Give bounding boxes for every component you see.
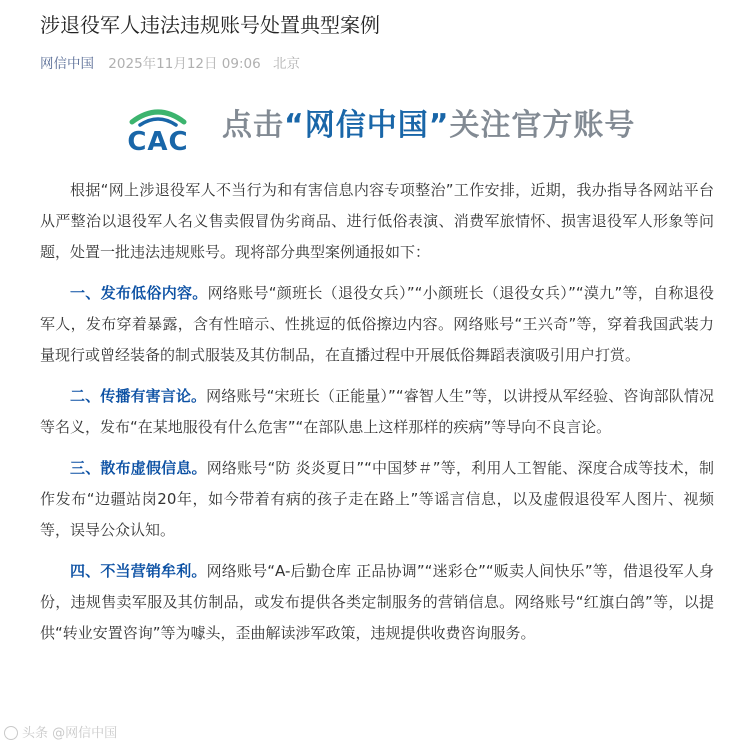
paragraph-text: 网络账号“防 炎炎夏日”“中国梦＃”等，利用人工智能、深度合成等技术，制作发布“边疆站岗20年，如今带着有病的孩子走在路上”等谣言信息，以及虚假退役军人图片、视频等，误导公众认知。 (40, 459, 714, 539)
cac-logo (110, 100, 206, 158)
case-paragraph-1 (40, 278, 714, 371)
banner-text-prefix: 点击 (222, 108, 284, 143)
paragraph-text: 网络账号“宋班长（正能量）”“睿智人生”等，以讲授从军经验、咨询部队情况等名义，发布“在某地服役有什么危害”“在部队患上这样那样的疾病”等导向不良言论。 (40, 387, 714, 436)
article-meta (40, 54, 712, 74)
case-heading: 一、发布低俗内容。 (70, 284, 208, 302)
banner-text (222, 104, 635, 148)
source-link[interactable]: 网信中国 (40, 56, 94, 72)
case-paragraph-3 (40, 453, 714, 546)
logo-text: CAC (127, 127, 189, 157)
paragraph-text: 网络账号“A-后勤仓库 正品协调”“迷彩仓”“贩卖人间快乐”等，借退役军人身份，违规售卖军服及其仿制品，或发布提供各类定制服务的营销信息。网络账号“红旗白鸽”等，以提供“转业安置咨询”等为噱头，歪曲解读涉军政策，违规提供收费咨询服务。 (40, 562, 714, 642)
intro-paragraph (40, 175, 714, 268)
banner-text-highlight: “网信中国” (284, 108, 450, 143)
publish-date: 2025年11月12日 09:06 (108, 56, 261, 72)
article-title: 涉退役军人违法违规账号处置典型案例 (40, 13, 380, 37)
case-heading: 四、不当营销牟利。 (70, 562, 207, 580)
watermark-text: 头条 @网信中国 (22, 726, 118, 741)
cac-logo-arcs (132, 112, 184, 125)
banner-text-suffix: 关注官方账号 (449, 108, 636, 143)
case-heading: 三、散布虚假信息。 (70, 459, 207, 477)
logo-arc-blue (140, 119, 176, 125)
watermark (4, 722, 117, 741)
article-body (40, 175, 714, 659)
case-heading: 二、传播有害言论。 (70, 387, 207, 405)
toutiao-icon (4, 726, 18, 740)
follow-banner[interactable] (110, 100, 670, 158)
case-paragraph-2 (40, 381, 714, 443)
case-paragraph-4 (40, 556, 714, 649)
paragraph-text: 根据“网上涉退役军人不当行为和有害信息内容专项整治”工作安排，近期，我办指导各网站平台从严整治以退役军人名义售卖假冒伪劣商品、进行低俗表演、消费军旅情怀、损害退役军人形象等问题，处置一批违法违规账号。现将部分典型案例通报如下： (40, 181, 714, 261)
publish-location: 北京 (273, 56, 301, 72)
paragraph-text: 网络账号“颜班长（退役女兵）”“小颜班长（退役女兵）”“漠九”等，自称退役军人，发布穿着暴露，含有性暗示、性挑逗的低俗擦边内容。网络账号“王兴奇”等，穿着我国武装力量现行或曾经装备的制式服装及其仿制品，在直播过程中开展低俗舞蹈表演吸引用户打赏。 (40, 284, 714, 364)
